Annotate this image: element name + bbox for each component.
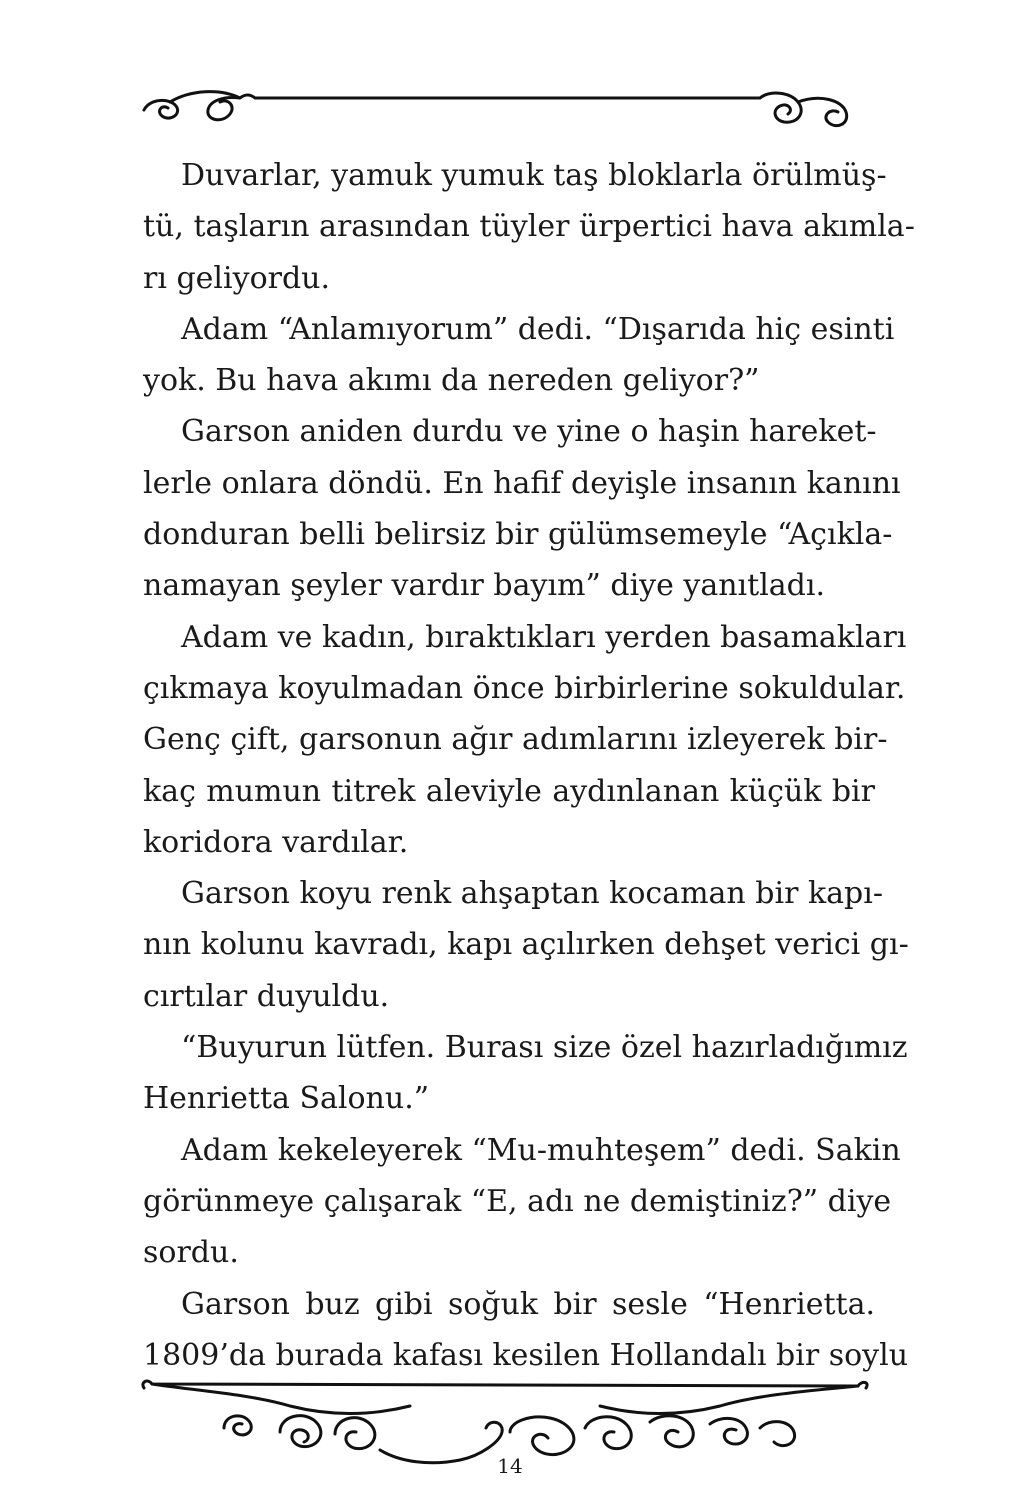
text-line: koridora vardılar. bbox=[143, 824, 409, 860]
text-line: rı geliyordu. bbox=[143, 260, 331, 296]
text-line: donduran belli belirsiz bir gülümsemeyle “Açıkla- bbox=[143, 517, 893, 553]
text-line: Garson aniden durdu ve yine o haşin hareket- bbox=[181, 414, 877, 450]
top-ornament-divider bbox=[130, 80, 880, 140]
text-line: Adam “Anlamıyorum” dedi. “Dışarıda hiç esinti bbox=[181, 311, 895, 347]
text-line: Adam ve kadın, bıraktıkları yerden basamakları bbox=[181, 619, 907, 655]
text-line: 1809’da burada kafası kesilen Hollandalı bir soylu bbox=[143, 1337, 909, 1373]
text-line: cırtılar duyuldu. bbox=[143, 978, 390, 1014]
paragraph bbox=[143, 304, 895, 407]
text-line: nın kolunu kavradı, kapı açılırken dehşet verici gı- bbox=[143, 927, 909, 963]
text-line: “Buyurun lütfen. Burası size özel hazırladığımız bbox=[181, 1030, 908, 1066]
text-line: Garson buz gibi soğuk bir sesle “Henrietta. bbox=[181, 1286, 875, 1322]
body-text bbox=[143, 150, 915, 1381]
paragraph bbox=[143, 406, 901, 611]
text-line: Duvarlar, yamuk yumuk taş bloklarla örülmüş- bbox=[181, 158, 887, 193]
paragraph bbox=[143, 150, 915, 304]
page-number: 14 bbox=[497, 1454, 523, 1478]
paragraph bbox=[143, 612, 907, 868]
text-line: yok. Bu hava akımı da nereden geliyor?” bbox=[143, 363, 760, 399]
text-line: kaç mumun titrek aleviyle aydınlanan küçük bir bbox=[143, 773, 875, 809]
text-line: Henrietta Salonu.” bbox=[143, 1081, 430, 1117]
paragraph bbox=[143, 1125, 901, 1279]
paragraph bbox=[143, 1279, 909, 1382]
text-line: Genç çift, garsonun ağır adımlarını izleyerek bir- bbox=[143, 722, 888, 758]
paragraph bbox=[143, 1022, 908, 1125]
paragraph bbox=[143, 868, 909, 1022]
text-line: görünmeye çalışarak “E, adı ne demiştiniz?” diye bbox=[143, 1183, 892, 1219]
text-line: namayan şeyler vardır bayım” diye yanıtladı. bbox=[143, 568, 826, 604]
text-line: Garson koyu renk ahşaptan kocaman bir kapı- bbox=[181, 876, 883, 912]
text-line: tü, taşların arasından tüyler ürpertici hava akımla- bbox=[143, 209, 915, 245]
text-line: sordu. bbox=[143, 1235, 239, 1271]
text-line: çıkmaya koyulmadan önce birbirlerine sokuldular. bbox=[143, 670, 906, 706]
text-line: Adam kekeleyerek “Mu-muhteşem” dedi. Sakin bbox=[181, 1132, 901, 1168]
text-line: lerle onlara döndü. En hafif deyişle insanın kanını bbox=[143, 465, 901, 501]
